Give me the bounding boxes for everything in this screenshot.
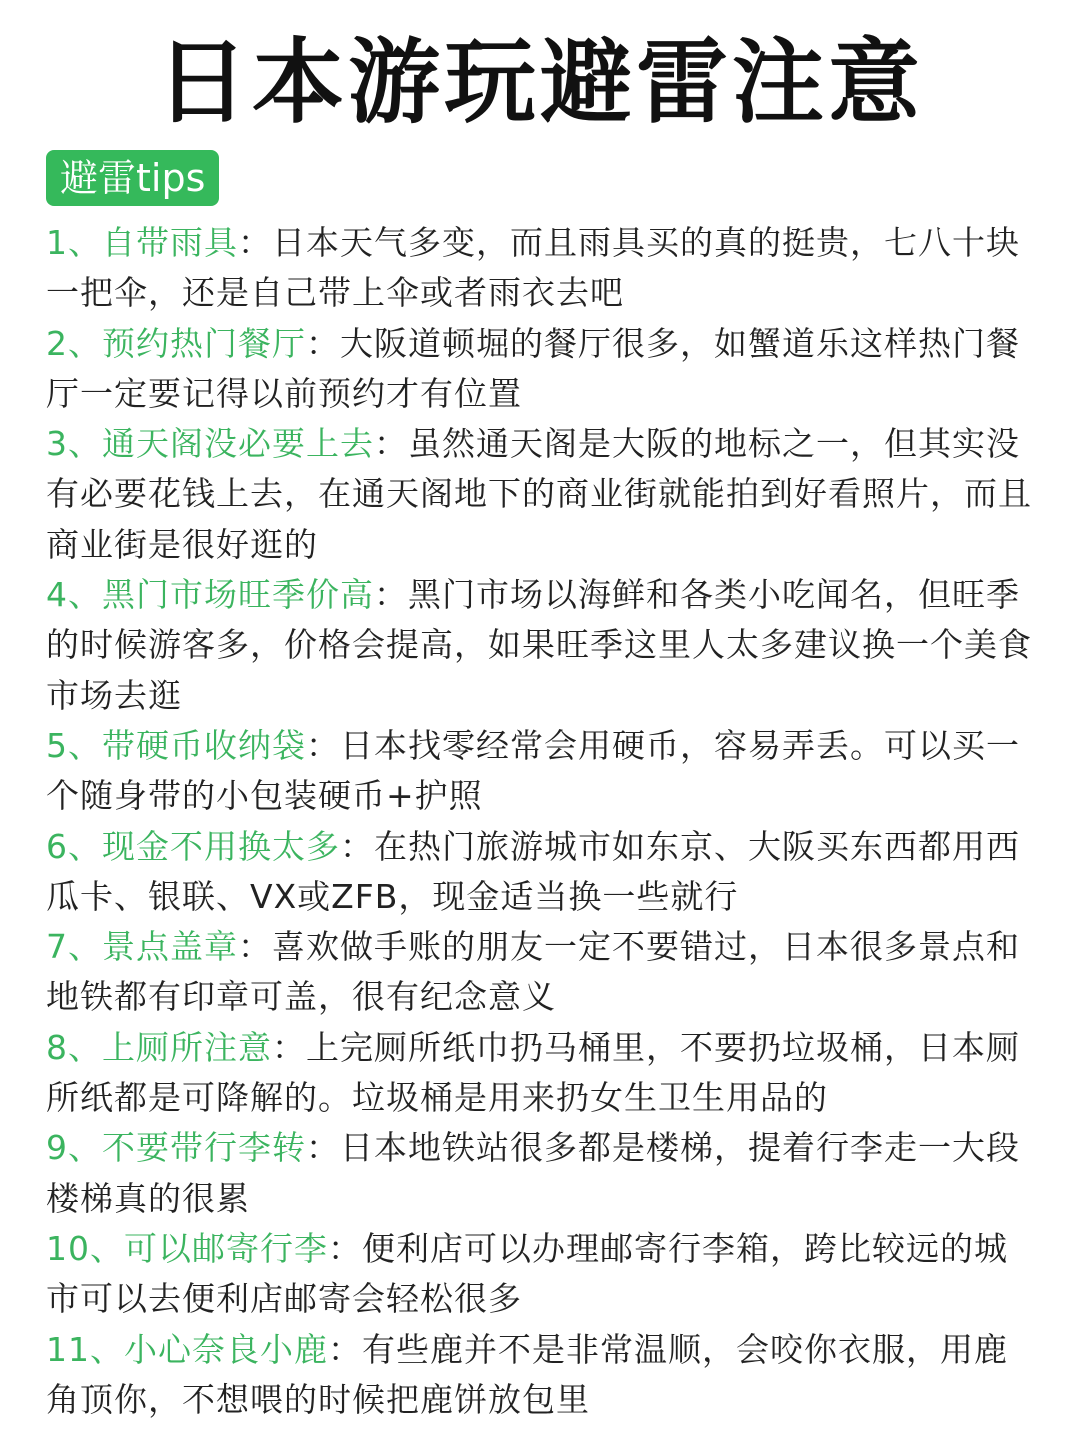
tip-heading: 2、预约热门餐厅 <box>46 323 306 363</box>
tip-body: 日本找零经常会用硬币，容易弄丢。可以买一个随身带的小包装硬币+护照 <box>46 725 1020 816</box>
tip-heading: 6、现金不用换太多 <box>46 826 340 866</box>
tip-item: 7、景点盖章：喜欢做手账的朋友一定不要错过，日本很多景点和地铁都有印章可盖，很有纪念意义 <box>46 927 1020 1017</box>
tip-item: 6、现金不用换太多：在热门旅游城市如东京、大阪买东西都用西瓜卡、银联、VX或ZFB，现金适当换一些就行 <box>46 826 1020 916</box>
tip-heading: 11、小心奈良小鹿 <box>46 1329 328 1369</box>
tip-item: 5、带硬币收纳袋：日本找零经常会用硬币，容易弄丢。可以买一个随身带的小包装硬币+护照 <box>46 725 1020 816</box>
tip-body: 大阪道顿堀的餐厅很多，如蟹道乐这样热门餐厅一定要记得以前预约才有位置 <box>46 323 1020 413</box>
tip-body: 便利店可以办理邮寄行李箱，跨比较远的城市可以去便利店邮寄会轻松很多 <box>46 1228 1008 1319</box>
tip-body: 在热门旅游城市如东京、大阪买东西都用西瓜卡、银联、VX或ZFB，现金适当换一些就行 <box>46 826 1020 916</box>
tip-item: 3、通天阁没必要上去：虽然通天阁是大阪的地标之一，但其实没有必要花钱上去，在通天阁地下的商业街就能拍到好看照片，而且商业街是很好逛的 <box>46 424 1032 564</box>
tip-body: 日本地铁站很多都是楼梯，提着行李走一大段楼梯真的很累 <box>46 1128 1020 1218</box>
tip-heading: 10、可以邮寄行李 <box>46 1228 328 1268</box>
tip-body: 喜欢做手账的朋友一定不要错过，日本很多景点和地铁都有印章可盖，很有纪念意义 <box>46 927 1020 1017</box>
tip-item: 2、预约热门餐厅：大阪道顿堀的餐厅很多，如蟹道乐这样热门餐厅一定要记得以前预约才有位置 <box>46 323 1020 413</box>
tip-heading: 4、黑门市场旺季价高 <box>46 575 374 615</box>
page-title: 日本游玩避雷注意 <box>155 29 924 136</box>
tip-item: 10、可以邮寄行李：便利店可以办理邮寄行李箱，跨比较远的城市可以去便利店邮寄会轻松很多 <box>46 1228 1008 1319</box>
tips-list <box>46 218 1038 1425</box>
tip-item: 11、小心奈良小鹿：有些鹿并不是非常温顺，会咬你衣服，用鹿角顶你，不想喂的时候把鹿饼放包里 <box>46 1329 1008 1419</box>
tip-item: 4、黑门市场旺季价高：黑门市场以海鲜和各类小吃闻名，但旺季的时候游客多，价格会提高，如果旺季这里人太多建议换一个美食市场去逛 <box>46 575 1032 715</box>
tip-body: 黑门市场以海鲜和各类小吃闻名，但旺季的时候游客多，价格会提高，如果旺季这里人太多建议换一个美食市场去逛 <box>46 575 1032 715</box>
tip-body: 有些鹿并不是非常温顺，会咬你衣服，用鹿角顶你，不想喂的时候把鹿饼放包里 <box>46 1329 1008 1419</box>
tip-item: 9、不要带行李转：日本地铁站很多都是楼梯，提着行李走一大段楼梯真的很累 <box>46 1128 1020 1218</box>
tip-heading: 5、带硬币收纳袋 <box>46 725 306 765</box>
tip-heading: 3、通天阁没必要上去 <box>46 424 374 464</box>
tip-heading: 9、不要带行李转 <box>46 1128 306 1168</box>
tip-item: 8、上厕所注意：上完厕所纸巾扔马桶里，不要扔垃圾桶，日本厕所纸都是可降解的。垃圾桶是用来扔女生卫生用品的 <box>46 1027 1020 1118</box>
tip-heading: 7、景点盖章 <box>46 927 238 967</box>
tip-item: 1、自带雨具：日本天气多变，而且雨具买的真的挺贵，七八十块一把伞，还是自己带上伞或者雨衣去吧 <box>46 223 1020 313</box>
tip-heading: 1、自带雨具 <box>46 223 238 262</box>
tip-body: 虽然通天阁是大阪的地标之一，但其实没有必要花钱上去，在通天阁地下的商业街就能拍到好看照片，而且商业街是很好逛的 <box>46 424 1032 564</box>
tips-tag: 避雷tips <box>46 150 219 206</box>
tip-body: 日本天气多变，而且雨具买的真的挺贵，七八十块一把伞，还是自己带上伞或者雨衣去吧 <box>46 223 1020 313</box>
tip-heading: 8、上厕所注意 <box>46 1027 272 1067</box>
tip-body: 上完厕所纸巾扔马桶里，不要扔垃圾桶，日本厕所纸都是可降解的。垃圾桶是用来扔女生卫生用品的 <box>46 1027 1020 1118</box>
